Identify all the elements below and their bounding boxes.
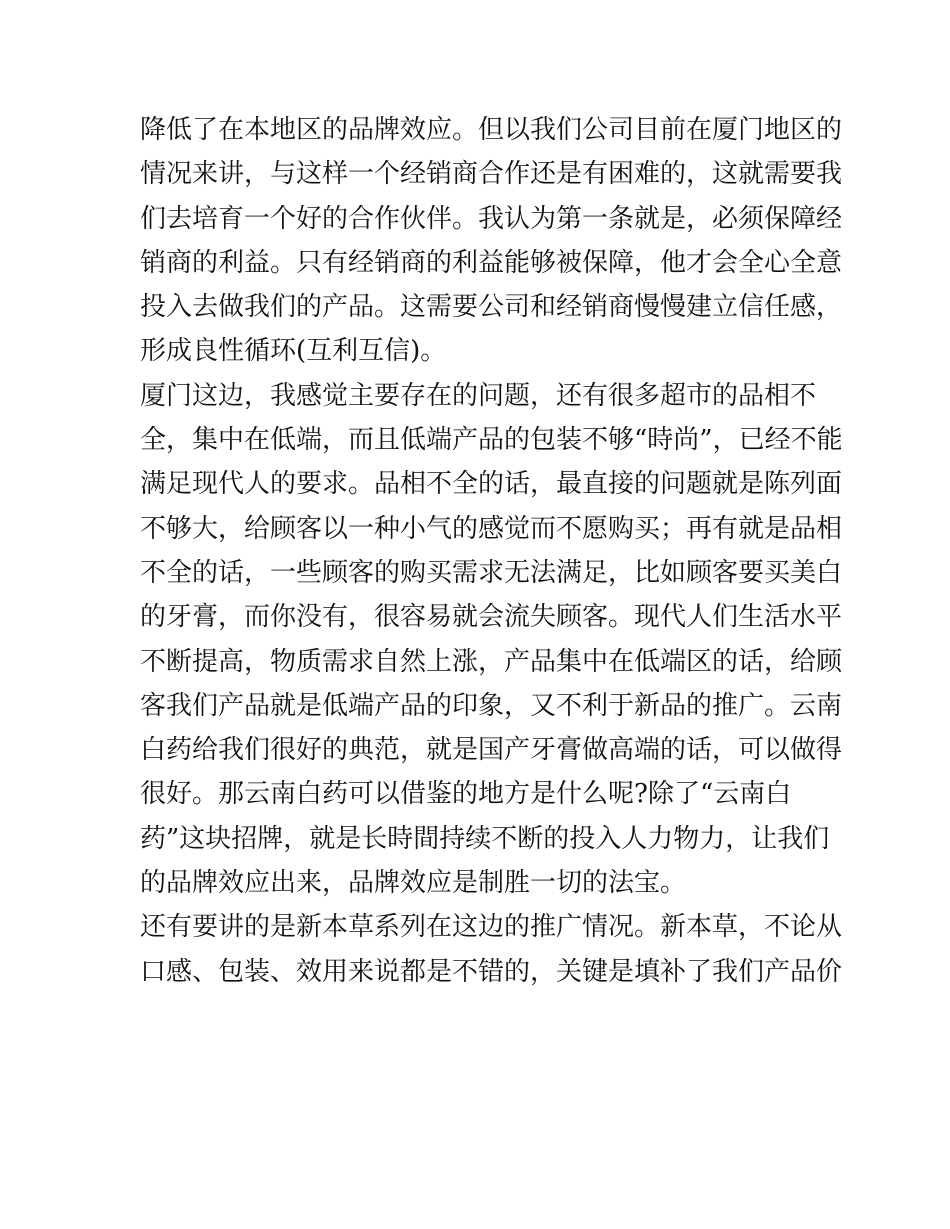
text-line: 白药给我们很好的典范，就是国产牙膏做高端的话，可以做得 [140,735,843,766]
document-body [140,108,843,994]
paragraph [140,905,843,994]
text-line: 厦门这边，我感觉主要存在的问题，还有很多超市的品相不 [140,380,817,411]
text-line: 们去培育一个好的合作伙伴。我认为第一条就是，必须保障经 [140,203,843,234]
text-line: 全，集中在低端，而且低端产品的包装不够“時尚”，已经不能 [140,425,843,456]
text-line: 满足现代人的要求。品相不全的话，最直接的问题就是陈列面 [140,469,843,500]
text-line: 不断提高，物质需求自然上涨，产品集中在低端区的话，给顾 [140,646,843,677]
text-line: 不够大，给顾客以一种小气的感觉而不愿购买；再有就是品相 [140,513,843,544]
text-line: 形成良性循环(互利互信)。 [140,336,447,367]
text-line: 不全的话，一些顾客的购买需求无法满足，比如顾客要买美白 [140,557,843,588]
text-line: 很好。那云南白药可以借鉴的地方是什么呢?除了“云南白 [140,779,792,810]
text-line: 降低了在本地区的品牌效应。但以我们公司目前在厦门地区的 [140,115,843,145]
text-line: 销商的利益。只有经销商的利益能够被保障，他才会全心全意 [140,247,843,278]
text-line: 投入去做我们的产品。这需要公司和经销商慢慢建立信任感， [140,292,843,323]
text-line: 情况来讲，与这样一个经销商合作还是有困难的，这就需要我 [140,159,843,190]
text-line: 的牙膏，而你没有，很容易就会流失顾客。现代人们生活水平 [140,602,843,633]
paragraph [140,374,843,906]
paragraph [140,108,843,374]
text-line: 客我们产品就是低端产品的印象，又不利于新品的推广。云南 [140,690,843,721]
text-line: 还有要讲的是新本草系列在这边的推广情况。新本草，不论从 [140,912,843,943]
text-line: 药”这块招牌，就是长時間持续不断的投入人力物力，让我们 [140,823,830,854]
text-line: 口感、包装、效用来说都是不错的，关键是填补了我们产品价 [140,956,843,987]
text-line: 的品牌效应出来，品牌效应是制胜一切的法宝。 [140,868,687,899]
